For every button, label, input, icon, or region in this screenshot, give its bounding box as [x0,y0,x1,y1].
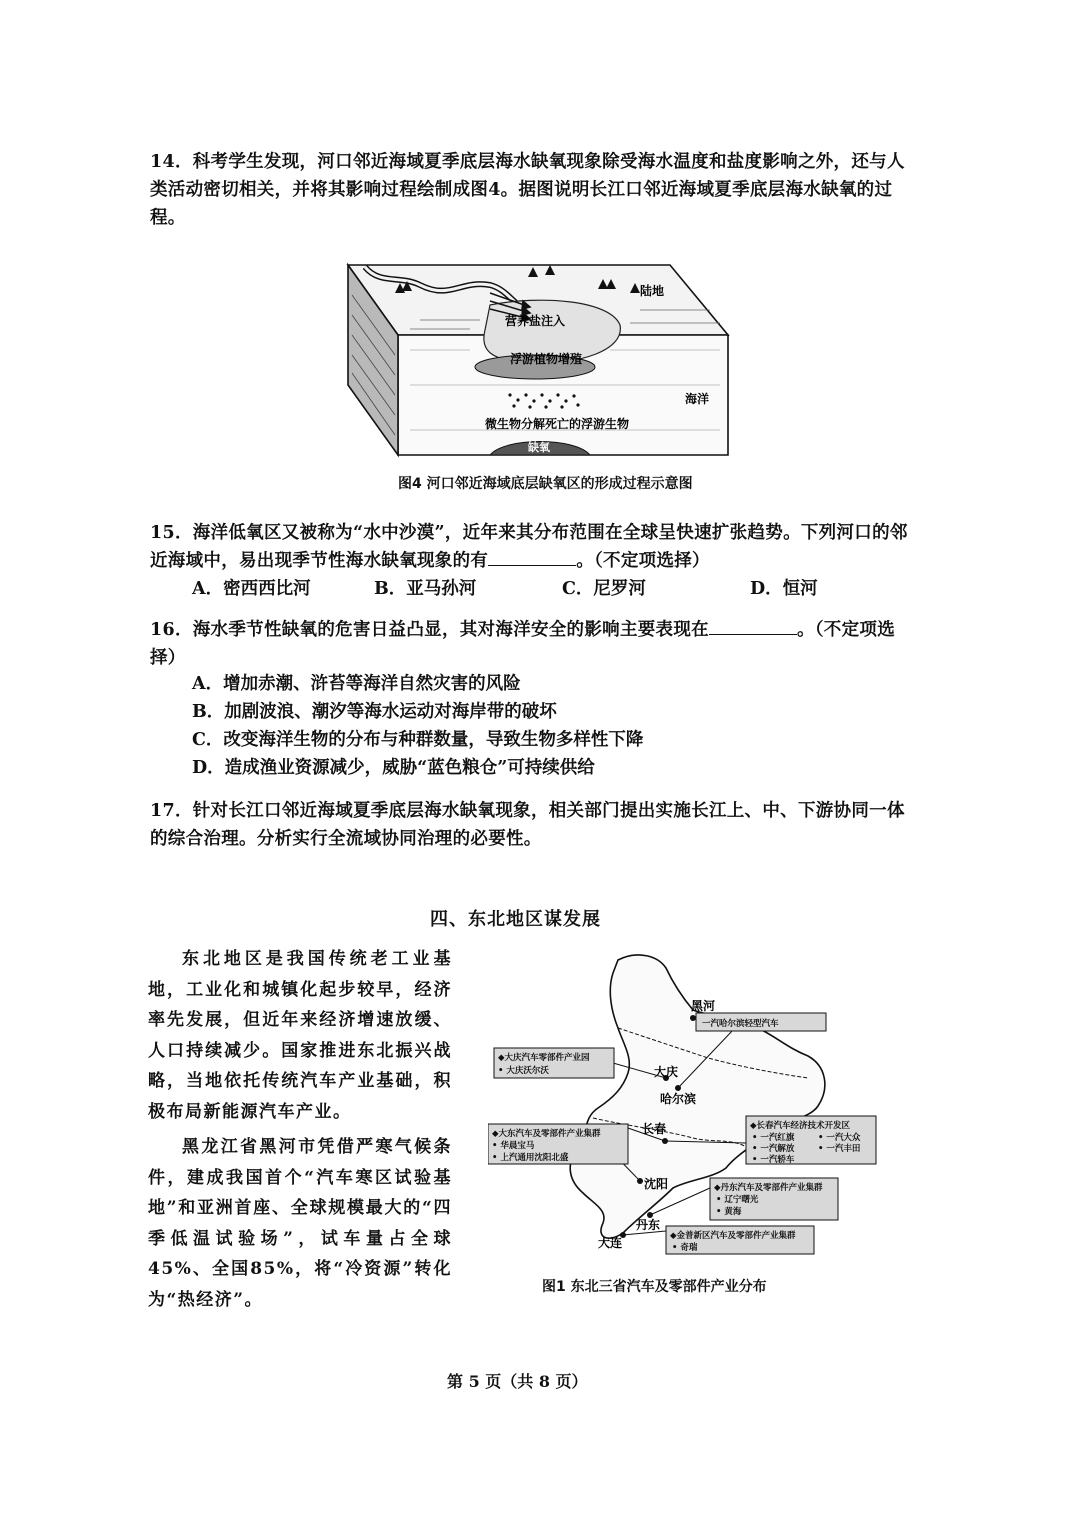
box-changchun-line-2: • 一汽红旗 [752,1133,795,1143]
city-changchun: 长春 [642,1122,667,1136]
box-changchun-line-1: ◆长春汽车经济技术开发区 [750,1121,851,1131]
question-16-suffix: 。（不定项选择） [150,620,896,668]
box-changchun-line-6: • 一汽轿车 [752,1155,795,1165]
city-shenyang: 沈阳 [644,1177,669,1191]
question-14: 14．科考学生发现，河口邻近海域夏季底层海水缺氧现象除受海水温度和盐度影响之外，还与人类活动密切相关，并将其影响过程绘制成图4。据图说明长江口邻近海域夏季底层海水缺氧的过程。 [150,152,905,228]
option-15-b[interactable]: B．亚马孙河 [374,579,477,599]
label-hypoxia: 缺氧 [528,441,550,454]
box-harbin-line-1: 一汽哈尔滨轻型汽车 [702,1019,779,1029]
label-land: 陆地 [640,284,665,298]
box-dalian [666,1226,814,1254]
figure-1-caption: 图1 东北三省汽车及零部件产业分布 [542,1279,767,1295]
question-17: 17．针对长江口邻近海域夏季底层海水缺氧现象，相关部门提出实施长江上、中、下游协同一体的综合治理。分析实行全流域协同治理的必要性。 [150,801,905,849]
box-daqing-line-2: • 大庆沃尔沃 [498,1066,549,1076]
box-dandong-line-3: • 黄海 [716,1207,742,1217]
label-decompose: 微生物分解死亡的浮游生物 [485,417,630,431]
option-16-b[interactable]: B．加剧波浪、潮汐等海水运动对海岸带的破坏 [192,702,557,722]
question-16 [150,616,910,672]
box-changchun-line-3: • 一汽大众 [818,1133,861,1143]
box-harbin [696,1013,826,1031]
box-shenyang [488,1124,628,1164]
box-changchun-line-5: • 一汽丰田 [818,1144,861,1154]
box-daqing-line-1: ◆大庆汽车零部件产业园 [498,1053,590,1063]
option-16-c[interactable]: C．改变海洋生物的分布与种群数量，导致生物多样性下降 [192,730,644,750]
box-changchun [746,1116,876,1165]
box-daqing [494,1048,614,1078]
section-4-title: 四、东北地区谋发展 [430,909,601,930]
box-dalian-line-2: • 奇瑞 [672,1243,698,1253]
box-changchun-line-4: • 一汽解放 [752,1144,795,1154]
page-number: 第 5 页（共 8 页） [447,1372,588,1391]
question-15 [150,519,910,575]
label-nutrients: 营养盐注入 [505,314,566,328]
box-shenyang-line-3: • 上汽通用沈阳北盛 [492,1153,569,1163]
question-15-suffix: 。（不定项选择） [576,551,710,571]
section-4-paragraph-1: 东北地区是我国传统老工业基地，工业化和城镇化起步较早，经济率先发展，但近年来经济增速放缓、人口持续减少。国家推进东北振兴战略，当地依托传统汽车产业基础，积极布局新能源汽车产业。 [148,949,452,1122]
option-15-a[interactable]: A．密西西比河 [192,579,311,599]
box-dandong [710,1178,838,1220]
city-dandong: 丹东 [636,1218,661,1232]
box-dandong-line-2: • 辽宁曙光 [716,1195,759,1205]
question-15-stem: 15．海洋低氧区又被称为“水中沙漠”，近年来其分布范围在全球呈快速扩张趋势。下列河口的邻近海域中，易出现季节性海水缺氧现象的有 [150,523,908,571]
city-heihe: 黑河 [691,999,716,1013]
option-16-d[interactable]: D．造成渔业资源减少，威胁“蓝色粮仓”可持续供给 [192,758,595,778]
box-dalian-line-1: ◆金普新区汽车及零部件产业集群 [670,1231,796,1241]
option-15-d[interactable]: D．恒河 [750,579,818,599]
answer-blank-16[interactable] [709,616,797,635]
city-dalian: 大连 [598,1236,623,1250]
answer-blank-15[interactable] [488,547,576,566]
section-4-paragraph-2: 黑龙江省黑河市凭借严寒气候条件，建成我国首个“汽车寒区试验基地”和亚洲首座、全球规模最大的“四季低温试验场”，试车量占全球45%、全国85%，将“冷资源”转化为“热经济”。 [148,1137,452,1310]
option-16-a[interactable]: A．增加赤潮、浒苔等海洋自然灾害的风险 [192,674,521,694]
box-shenyang-line-2: • 华晨宝马 [492,1141,535,1151]
box-shenyang-line-1: ◆大东汽车及零部件产业集群 [492,1129,601,1139]
option-15-c[interactable]: C．尼罗河 [562,579,646,599]
figure-4-block-diagram [340,255,730,475]
figure-4-caption: 图4 河口邻近海域底层缺氧区的形成过程示意图 [398,476,693,492]
figure-1-northeast-map [488,948,880,1258]
question-16-stem: 16．海水季节性缺氧的危害日益凸显，其对海洋安全的影响主要表现在 [150,620,709,640]
label-plankton-bloom: 浮游植物增殖 [510,352,583,366]
box-dandong-line-1: ◆丹东汽车及零部件产业集群 [714,1183,823,1193]
city-daqing: 大庆 [654,1065,679,1079]
city-harbin: 哈尔滨 [660,1092,697,1106]
label-ocean: 海洋 [685,392,710,406]
